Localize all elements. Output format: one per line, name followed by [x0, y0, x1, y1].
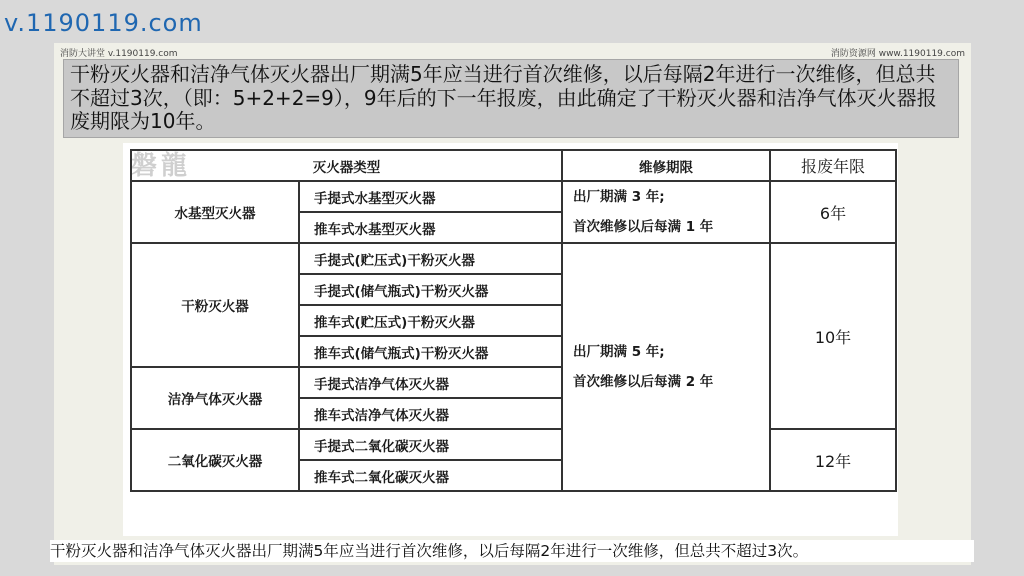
scrap-years: 6年 [770, 181, 896, 243]
item-name: 手提式(储气瓶式)干粉灭火器 [299, 274, 562, 305]
watermark-left: 消防大讲堂 v.1190119.com [60, 49, 178, 59]
table-row [131, 181, 896, 212]
scrap-years: 12年 [770, 429, 896, 491]
group-name: 二氧化碳灭火器 [131, 429, 299, 491]
period-line: 出厂期满 3 年; [573, 189, 665, 205]
table-watermark: 磐龍 [131, 151, 192, 181]
header-type: 灭火器类型 [131, 150, 562, 181]
item-name: 推车式(贮压式)干粉灭火器 [299, 305, 562, 336]
item-name: 手提式二氧化碳灭火器 [299, 429, 562, 460]
period-line: 出厂期满 5 年; [573, 344, 665, 360]
item-name: 手提式洁净气体灭火器 [299, 367, 562, 398]
table-row [131, 429, 896, 460]
table [130, 149, 897, 492]
table-row [131, 243, 896, 274]
group-name: 洁净气体灭火器 [131, 367, 299, 429]
header-scrap: 报废年限 [770, 150, 896, 181]
period-line: 首次维修以后每满 2 年 [573, 374, 714, 390]
maintenance-period [562, 243, 770, 491]
period-line: 首次维修以后每满 1 年 [573, 219, 714, 235]
explanation-note: 干粉灭火器和洁净气体灭火器出厂期满5年应当进行首次维修，以后每隔2年进行一次维修，但总共不超过3次，（即：5+2+2=9），9年后的下一年报废，由此确定了干粉灭火器和洁净气体灭火器报废期限为10年。 [63, 59, 959, 138]
footer-caption: 干粉灭火器和洁净气体灭火器出厂期满5年应当进行首次维修，以后每隔2年进行一次维修，但总共不超过3次。 [50, 540, 974, 562]
watermark-right: 消防资源网 www.1190119.com [830, 49, 965, 59]
item-name: 推车式洁净气体灭火器 [299, 398, 562, 429]
item-name: 推车式(储气瓶式)干粉灭火器 [299, 336, 562, 367]
site-label: v.1190119.com [4, 9, 203, 37]
item-name: 手提式(贮压式)干粉灭火器 [299, 243, 562, 274]
maintenance-period [562, 181, 770, 243]
group-name: 水基型灭火器 [131, 181, 299, 243]
item-name: 推车式二氧化碳灭火器 [299, 460, 562, 491]
scrap-period-table [123, 143, 898, 536]
table-header-row [131, 150, 896, 181]
item-name: 推车式水基型灭火器 [299, 212, 562, 243]
item-name: 手提式水基型灭火器 [299, 181, 562, 212]
scrap-years: 10年 [770, 243, 896, 429]
header-period: 维修期限 [562, 150, 770, 181]
group-name: 干粉灭火器 [131, 243, 299, 367]
